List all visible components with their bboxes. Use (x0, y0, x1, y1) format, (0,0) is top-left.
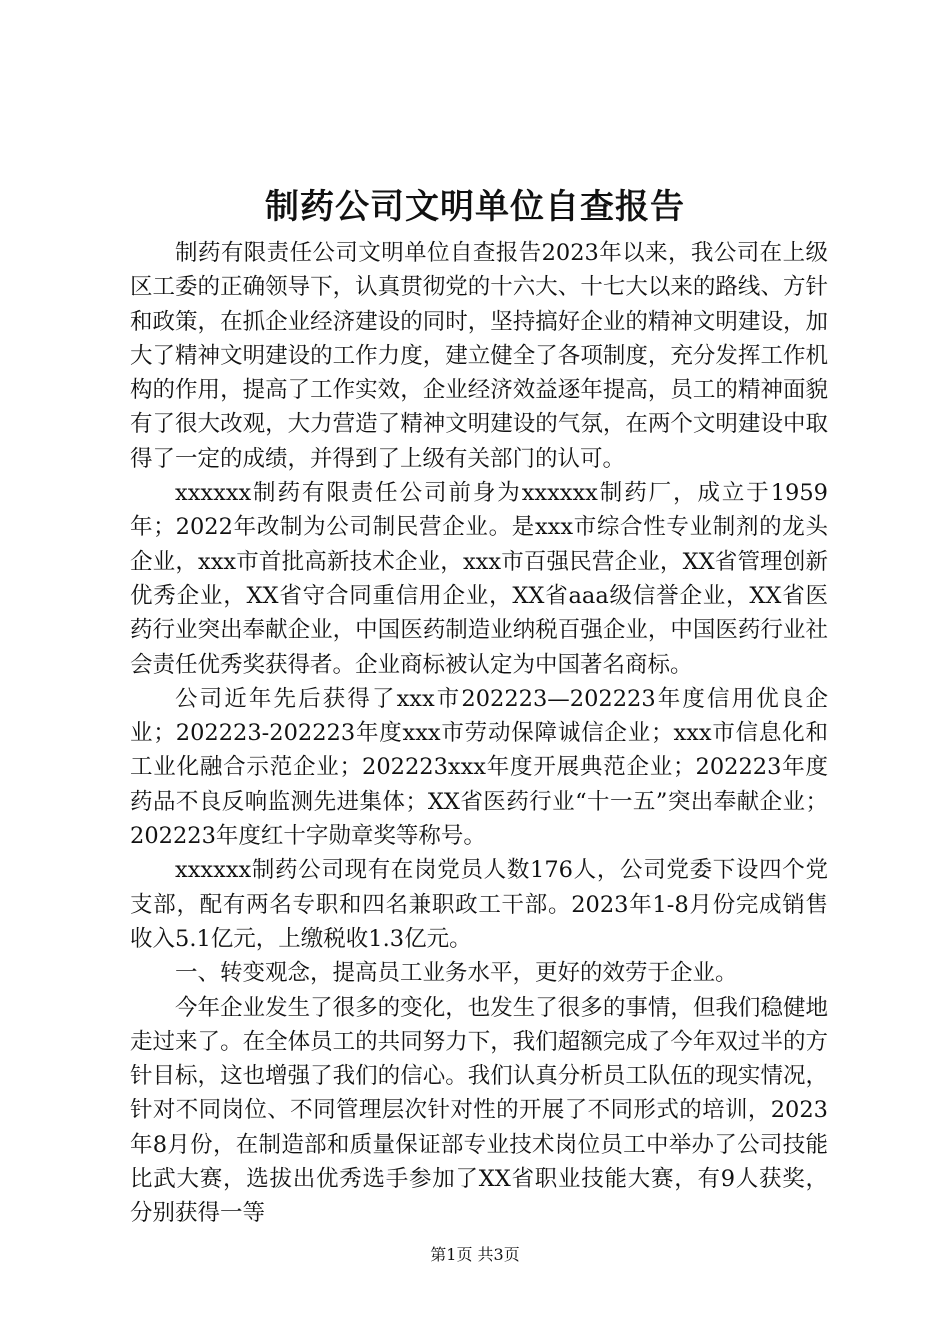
paragraph-company-history: xxxxxx制药有限责任公司前身为xxxxxx制药厂，成立于1959年；2022年改制为公司制民营企业。是xxx市综合性专业制剂的龙头企业，xxx市首批高新技术企业，xxx市百强民营企业，XX省管理创新优秀企业，XX省守合同重信用企业，XX省aaa级信誉企业，XX省医药行业突出奉献企业，中国医药制造业纳税百强企业，中国医药行业社会责任优秀奖获得者。企业商标被认定为中国著名商标。 (130, 480, 828, 678)
document-body (130, 236, 828, 1231)
paragraph-training: 今年企业发生了很多的变化，也发生了很多的事情，但我们稳健地走过来了。在全体员工的共同努力下，我们超额完成了今年双过半的方针目标，这也增强了我们的信心。我们认真分析员工队伍的现实情况，针对不同岗位、不同管理层次针对性的开展了不同形式的培训，2023年8月份，在制造部和质量保证部专业技术岗位员工中举办了公司技能比武大赛，选拔出优秀选手参加了XX省职业技能大赛，有9人获奖，分别获得一等 (130, 994, 828, 1227)
paragraph-honors: 公司近年先后获得了xxx市202223—202223年度信用优良企业；202223-202223年度xxx市劳动保障诚信企业；xxx市信息化和工业化融合示范企业；202223xxx年度开展典范企业；202223年度药品不良反响监测先进集体；XX省医药行业“十一五”突出奉献企业；202223年度红十字勋章奖等称号。 (130, 685, 828, 850)
document-title: 制药公司文明单位自查报告 (265, 187, 685, 227)
paragraph-intro: 制药有限责任公司文明单位自查报告2023年以来，我公司在上级区工委的正确领导下，认真贯彻党的十六大、十七大以来的路线、方针和政策，在抓企业经济建设的同时，坚持搞好企业的精神文明建设，加大了精神文明建设的工作力度，建立健全了各项制度，充分发挥工作机构的作用，提高了工作实效，企业经济效益逐年提高，员工的精神面貌有了很大改观，大力营造了精神文明建设的气氛，在两个文明建设中取得了一定的成绩，并得到了上级有关部门的认可。 (130, 240, 828, 472)
page-number-footer: 第1页 共3页 (430, 1245, 520, 1264)
section-heading-1: 一、转变观念，提高员工业务水平，更好的效劳于企业。 (175, 960, 738, 987)
paragraph-party-members: xxxxxx制药公司现有在岗党员人数176人，公司党委下设四个党支部，配有两名专职和四名兼职政工干部。2023年1-8月份完成销售收入5.1亿元，上缴税收1.3亿元。 (130, 857, 828, 952)
